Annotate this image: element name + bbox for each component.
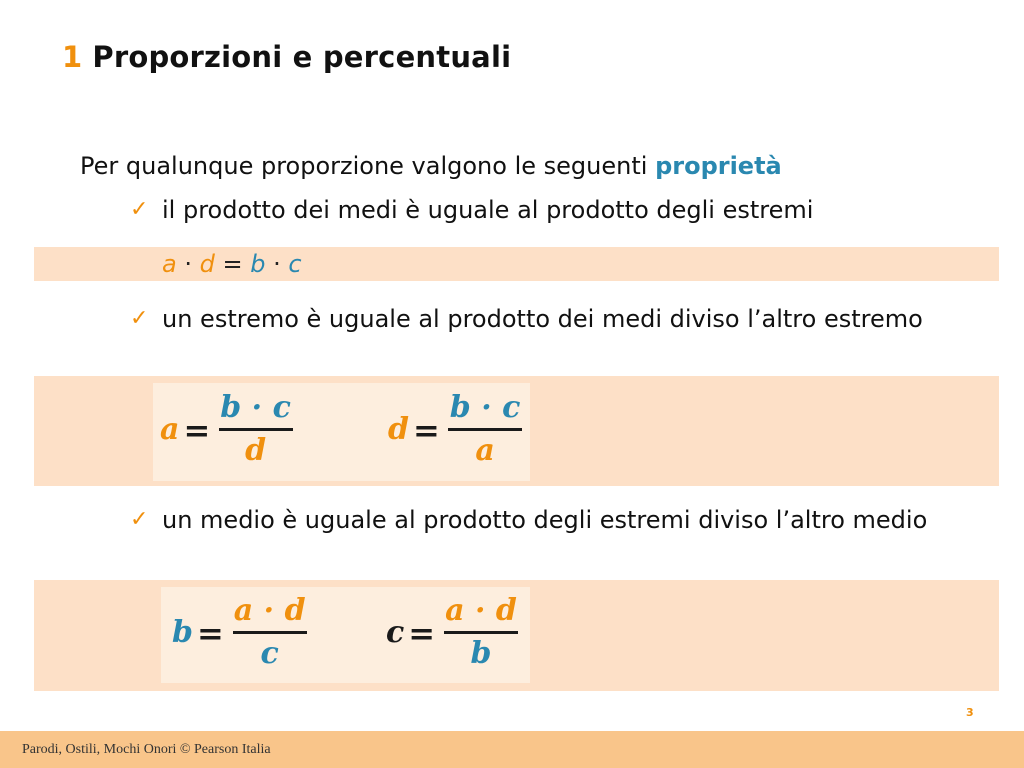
fraction-d <box>388 388 524 471</box>
equals-sign: = <box>412 410 440 449</box>
fraction-numerator: b · c <box>449 390 521 425</box>
fraction-denominator: b <box>470 636 492 671</box>
fraction-denominator: c <box>260 636 279 671</box>
title-text: Proporzioni e percentuali <box>92 40 512 74</box>
footer-credit: Parodi, Ostili, Mochi Onori © Pearson Italia <box>22 742 271 757</box>
check-icon: ✓ <box>130 197 149 222</box>
intro-sentence: Per qualunque proporzione valgono le seguenti <box>80 152 648 180</box>
bullet-item-1 <box>130 194 990 227</box>
var-b: b <box>250 250 266 278</box>
dot-operator: · <box>273 250 281 278</box>
page-number: 3 <box>966 706 974 719</box>
var-c: c <box>288 250 302 278</box>
fraction-numerator: a · d <box>233 593 306 628</box>
fraction-a <box>160 388 295 471</box>
var-d: d <box>199 250 215 278</box>
equals-sign: = <box>196 613 224 652</box>
slide-title <box>62 40 511 74</box>
fraction-denominator: d <box>245 433 267 468</box>
fraction-lhs: d <box>388 412 409 447</box>
title-number: 1 <box>62 40 83 74</box>
fraction-lhs: a <box>160 412 180 447</box>
footer-bar <box>0 731 1024 768</box>
fraction-numerator: a · d <box>445 593 517 628</box>
formula-product-means <box>162 250 302 278</box>
equals-sign: = <box>408 613 436 652</box>
fraction-denominator: a <box>475 433 495 468</box>
fraction-lhs: c <box>386 615 405 650</box>
intro-text <box>80 152 782 180</box>
fraction-c <box>386 591 521 674</box>
var-a: a <box>162 250 177 278</box>
check-icon: ✓ <box>130 507 149 532</box>
bullet-text-1: il prodotto dei medi è uguale al prodotto degli estremi <box>162 196 814 224</box>
equals-sign: = <box>183 410 211 449</box>
fraction-lhs: b <box>172 615 193 650</box>
fraction-b <box>172 591 310 674</box>
bullet-item-3 <box>130 504 990 537</box>
check-icon: ✓ <box>130 306 149 331</box>
equals-sign: = <box>222 250 243 278</box>
bullet-text-3: un medio è uguale al prodotto degli estremi diviso l’altro medio <box>162 506 928 534</box>
bullet-item-2 <box>130 303 990 336</box>
fraction-numerator: b · c <box>220 390 291 425</box>
intro-keyword: proprietà <box>655 152 782 180</box>
bullet-text-2: un estremo è uguale al prodotto dei medi diviso l’altro estremo <box>162 305 923 333</box>
dot-operator: · <box>184 250 192 278</box>
